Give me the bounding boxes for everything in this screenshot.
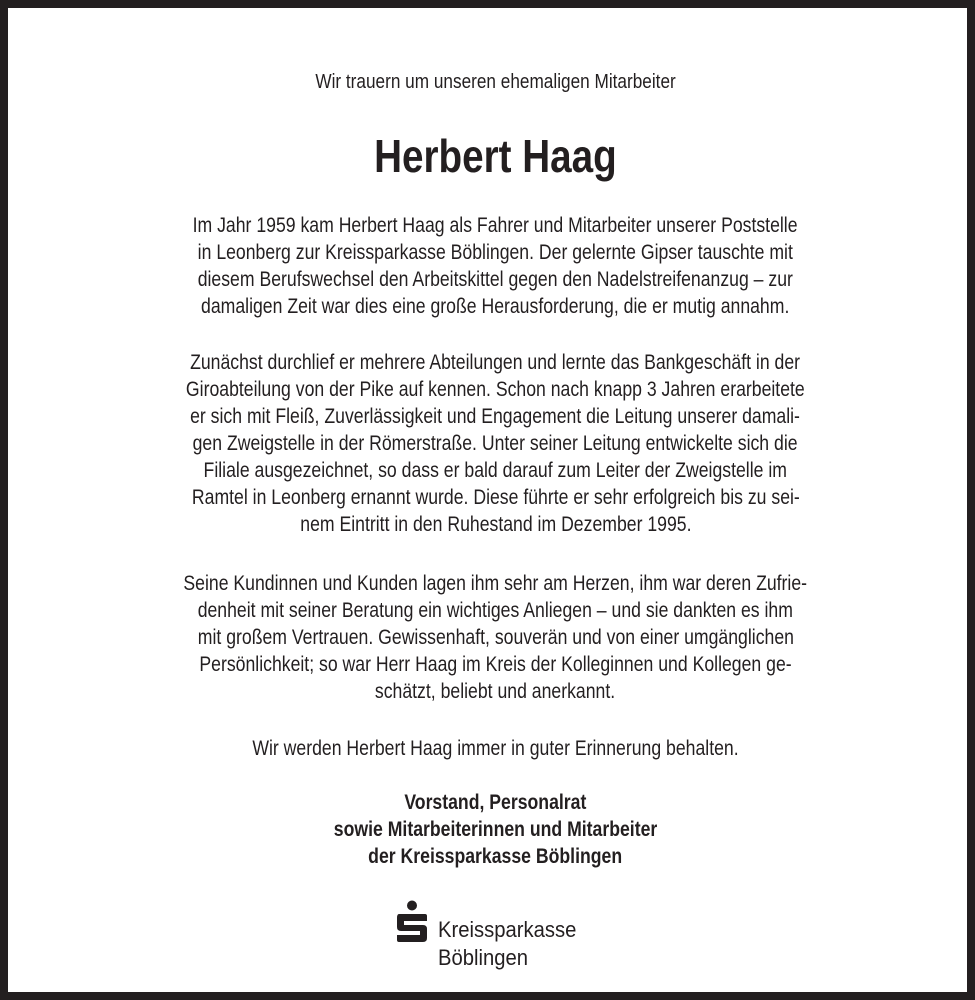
deceased-name-text: Herbert Haag xyxy=(374,130,617,182)
line-text: Persönlichkeit; so war Herr Haag im Kreis der Kolleginnen und Kollegen ge- xyxy=(199,653,792,676)
line-text: nem Eintritt in den Ruhestand im Dezember 1995. xyxy=(299,513,692,536)
paragraph-line xyxy=(8,403,975,430)
paragraph-line xyxy=(8,511,975,538)
paragraph-career-start xyxy=(8,212,975,320)
paragraph-customers xyxy=(8,570,975,705)
line-text: damaligen Zeit war dies eine große Herausforderung, die er mutig annahm. xyxy=(201,295,790,318)
line-text: in Leonberg zur Kreissparkasse Böblingen. Der gelernte Gipser tauschte mit xyxy=(197,241,794,264)
kreissparkasse-logo xyxy=(396,900,616,980)
paragraph-line xyxy=(8,430,975,457)
line-text: der Kreissparkasse Böblingen xyxy=(368,845,623,868)
paragraph-line xyxy=(8,293,975,320)
line-text: Giroabteilung von der Pike auf kennen. Schon nach knapp 3 Jahren erarbeitete xyxy=(186,378,805,401)
paragraph-line xyxy=(8,624,975,651)
line-text: Im Jahr 1959 kam Herbert Haag als Fahrer und Mitarbeiter unserer Poststelle xyxy=(193,214,798,237)
logo-line-1: Kreissparkasse xyxy=(438,917,577,942)
line-text: sowie Mitarbeiterinnen und Mitarbeiter xyxy=(333,818,658,841)
paragraph-line xyxy=(8,678,975,705)
line-text: schätzt, beliebt und anerkannt. xyxy=(375,680,616,703)
intro-text: Wir trauern um unseren ehemaligen Mitarbeiter xyxy=(315,71,676,93)
intro-line xyxy=(8,68,975,96)
signature-block xyxy=(8,789,975,870)
paragraph-line xyxy=(8,484,975,511)
logo-wordmark xyxy=(438,916,588,972)
signature-line xyxy=(8,789,975,816)
paragraph-line xyxy=(8,457,975,484)
paragraph-line xyxy=(8,349,975,376)
signature-line xyxy=(8,843,975,870)
deceased-name xyxy=(8,126,975,186)
paragraph-line xyxy=(8,266,975,293)
paragraph-line xyxy=(8,212,975,239)
paragraph-career-progress xyxy=(8,349,975,538)
paragraph-line xyxy=(8,376,975,403)
line-text: Ramtel in Leonberg ernannt wurde. Diese führte er sehr erfolgreich bis zu sei- xyxy=(191,486,800,509)
line-text: Zunächst durchlief er mehrere Abteilungen und lernte das Bankgeschäft in der xyxy=(190,351,801,374)
paragraph-line xyxy=(8,651,975,678)
line-text: mit großem Vertrauen. Gewissenhaft, souverän und von einer umgänglichen xyxy=(197,626,794,649)
logo-line-2: Böblingen xyxy=(438,945,529,970)
line-text: diesem Berufswechsel den Arbeitskittel gegen den Nadelstreifenanzug – zur xyxy=(197,268,794,291)
paragraph-line xyxy=(8,597,975,624)
signature-line xyxy=(8,816,975,843)
sparkasse-s-icon xyxy=(396,900,428,944)
closing-line xyxy=(8,735,975,763)
paragraph-line xyxy=(8,239,975,266)
closing-text: Wir werden Herbert Haag immer in guter Erinnerung behalten. xyxy=(252,737,739,760)
line-text: Seine Kundinnen und Kunden lagen ihm sehr am Herzen, ihm war deren Zufrie- xyxy=(183,572,808,595)
line-text: Vorstand, Personalrat xyxy=(404,791,587,814)
line-text: er sich mit Fleiß, Zuverlässigkeit und Engagement die Leitung unserer damali- xyxy=(190,405,801,428)
line-text: Filiale ausgezeichnet, so dass er bald darauf zum Leiter der Zweigstelle im xyxy=(203,459,788,482)
line-text: gen Zweigstelle in der Römerstraße. Unter seiner Leitung entwickelte sich die xyxy=(193,432,798,455)
paragraph-line xyxy=(8,570,975,597)
line-text: denheit mit seiner Beratung ein wichtiges Anliegen – und sie dankten es ihm xyxy=(197,599,794,622)
